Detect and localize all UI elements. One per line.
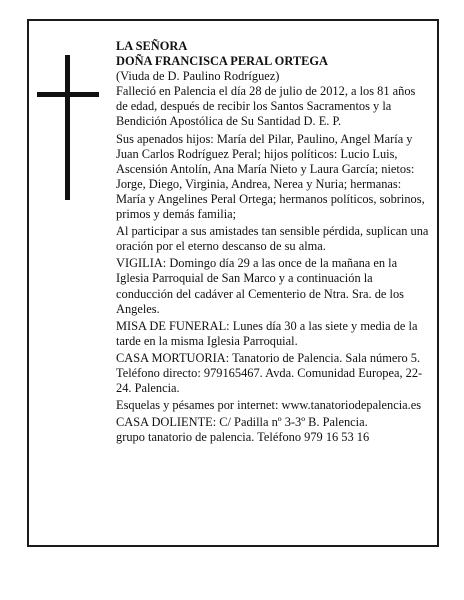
internet-info: Esquelas y pésames por internet: www.tanatoriodepalencia.es — [116, 398, 422, 413]
death-announcement: Falleció en Palencia el día 28 de julio de 2012, a los 81 años de edad, después de recibir los Santos Sacramentos y la Bendición Apostólica de Su Santidad D. E. P. — [116, 84, 416, 129]
mortuary-info: CASA MORTUORIA: Tanatorio de Palencia. Sala número 5. Teléfono directo: 979165467. Avda. Comunidad Europea, 22-24. Palencia. — [116, 350, 423, 396]
funeral-info: MISA DE FUNERAL: Lunes día 30 a las siete y media de la tarde en la misma Iglesia Parroquial. — [116, 318, 418, 348]
footer-contact: grupo tanatorio de palencia. Teléfono 979 16 53 16 — [116, 430, 370, 445]
cross-horizontal-bar — [37, 92, 99, 97]
title-line-1: LA SEÑORA — [116, 39, 188, 53]
family-list: Sus apenados hijos: María del Pilar, Paulino, Angel María y Juan Carlos Rodríguez Peral; hijos políticos: Lucio Luis, Ascensión Antolín, Ana María Nieto y Laura García; nietos: Jorge, Diego, Virginia, Andrea, Nerea y Nuria; hermanas: María y Angelines Peral Ortega; hermanos políticos, sobrinos, primos y demás familia; — [116, 131, 425, 222]
vigil-info: VIGILIA: Domingo día 29 a las once de la mañana en la Iglesia Parroquial de San Marco y a continuación la conducción del cadáver al Cementerio de Ntra. Sra. de los Angeles. — [116, 256, 404, 316]
deceased-name: DOÑA FRANCISCA PERAL ORTEGA — [116, 54, 328, 69]
mourning-house: CASA DOLIENTE: C/ Padilla nº 3-3º B. Palencia. — [116, 415, 368, 430]
subtitle-widow: (Viuda de D. Paulino Rodríguez) — [116, 69, 280, 84]
obituary-text — [116, 39, 430, 447]
cross-vertical-bar — [65, 55, 70, 200]
prayer-request: Al participar a sus amistades tan sensible pérdida, suplican una oración por el eterno descanso de su alma. — [116, 224, 429, 254]
cross-icon — [37, 55, 99, 200]
